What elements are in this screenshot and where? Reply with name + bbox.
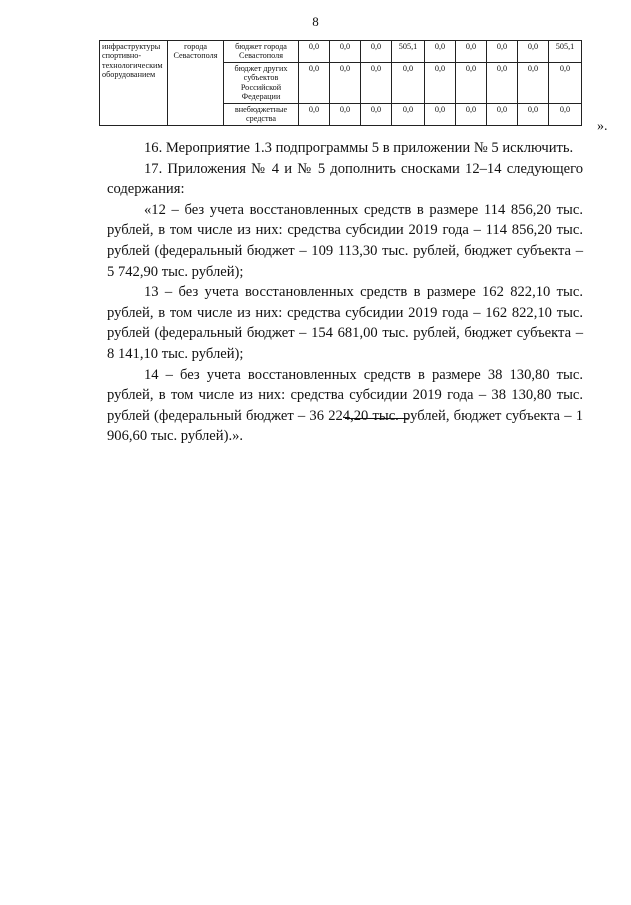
value-cell: 505,1 (392, 41, 425, 63)
value-cell: 0,0 (456, 63, 487, 104)
funding-source-cell: бюджет других субъектов Российской Федерации (224, 63, 299, 104)
funding-source-cell: бюджет города Севастополя (224, 41, 299, 63)
value-cell: 0,0 (299, 103, 330, 125)
value-cell: 0,0 (425, 41, 456, 63)
funding-source-cell: внебюджетные средства (224, 103, 299, 125)
value-cell: 505,1 (549, 41, 582, 63)
table-closing-quote: ». (597, 119, 608, 134)
value-cell: 0,0 (361, 41, 392, 63)
value-cell: 0,0 (456, 103, 487, 125)
value-cell: 0,0 (330, 41, 361, 63)
value-cell: 0,0 (487, 63, 518, 104)
executor-cell: города Севастополя (168, 41, 224, 126)
value-cell: 0,0 (392, 63, 425, 104)
activity-description-cell: инфраструктуры спортивно-технологическим оборудованием (100, 41, 168, 126)
budget-table (99, 40, 582, 126)
value-cell: 0,0 (425, 103, 456, 125)
paragraph-item-16: 16. Мероприятие 1.3 подпрограммы 5 в приложении № 5 исключить. (144, 140, 574, 156)
value-cell: 0,0 (456, 41, 487, 63)
value-cell: 0,0 (392, 103, 425, 125)
value-cell: 0,0 (425, 63, 456, 104)
footnote-13: 13 – без учета восстановленных средств в размере 162 822,10 тыс. рублей, в том числе из них: средства субсидии 2019 года – 162 822,10 тыс. рублей (федеральный бюджет – 154 681,00 тыс. рублей, бюджет субъекта – 8 141,10 тыс. рублей); (107, 284, 583, 362)
value-cell: 0,0 (549, 103, 582, 125)
table-row (100, 41, 582, 63)
footnote-12: «12 – без учета восстановленных средств в размере 114 856,20 тыс. рублей, в том числе из них: средства субсидии 2019 года – 114 856,20 тыс. рублей (федеральный бюджет – 109 113,30 тыс. рублей, бюджет субъекта – 5 742,90 тыс. рублей); (107, 201, 583, 280)
page-number: 8 (312, 14, 319, 29)
value-cell: 0,0 (330, 63, 361, 104)
value-cell: 0,0 (361, 63, 392, 104)
value-cell: 0,0 (487, 103, 518, 125)
footnote-14: 14 – без учета восстановленных средств в размере 38 130,80 тыс. рублей, в том числе из них: средства субсидии 2019 года – 38 130,80 тыс. рублей (федеральный бюджет – 36 224,20 тыс. рублей, бюджет субъекта – 1 906,60 тыс. рублей).». (107, 366, 583, 445)
value-cell: 0,0 (299, 41, 330, 63)
value-cell: 0,0 (361, 103, 392, 125)
value-cell: 0,0 (549, 63, 582, 104)
value-cell: 0,0 (518, 103, 549, 125)
value-cell: 0,0 (299, 63, 330, 104)
value-cell: 0,0 (330, 103, 361, 125)
value-cell: 0,0 (518, 41, 549, 63)
paragraph-item-17: 17. Приложения № 4 и № 5 дополнить сносками 12–14 следующего содержания: (107, 160, 583, 198)
value-cell: 0,0 (487, 41, 518, 63)
value-cell: 0,0 (518, 63, 549, 104)
end-separator-line (345, 418, 408, 419)
document-body (107, 138, 583, 447)
